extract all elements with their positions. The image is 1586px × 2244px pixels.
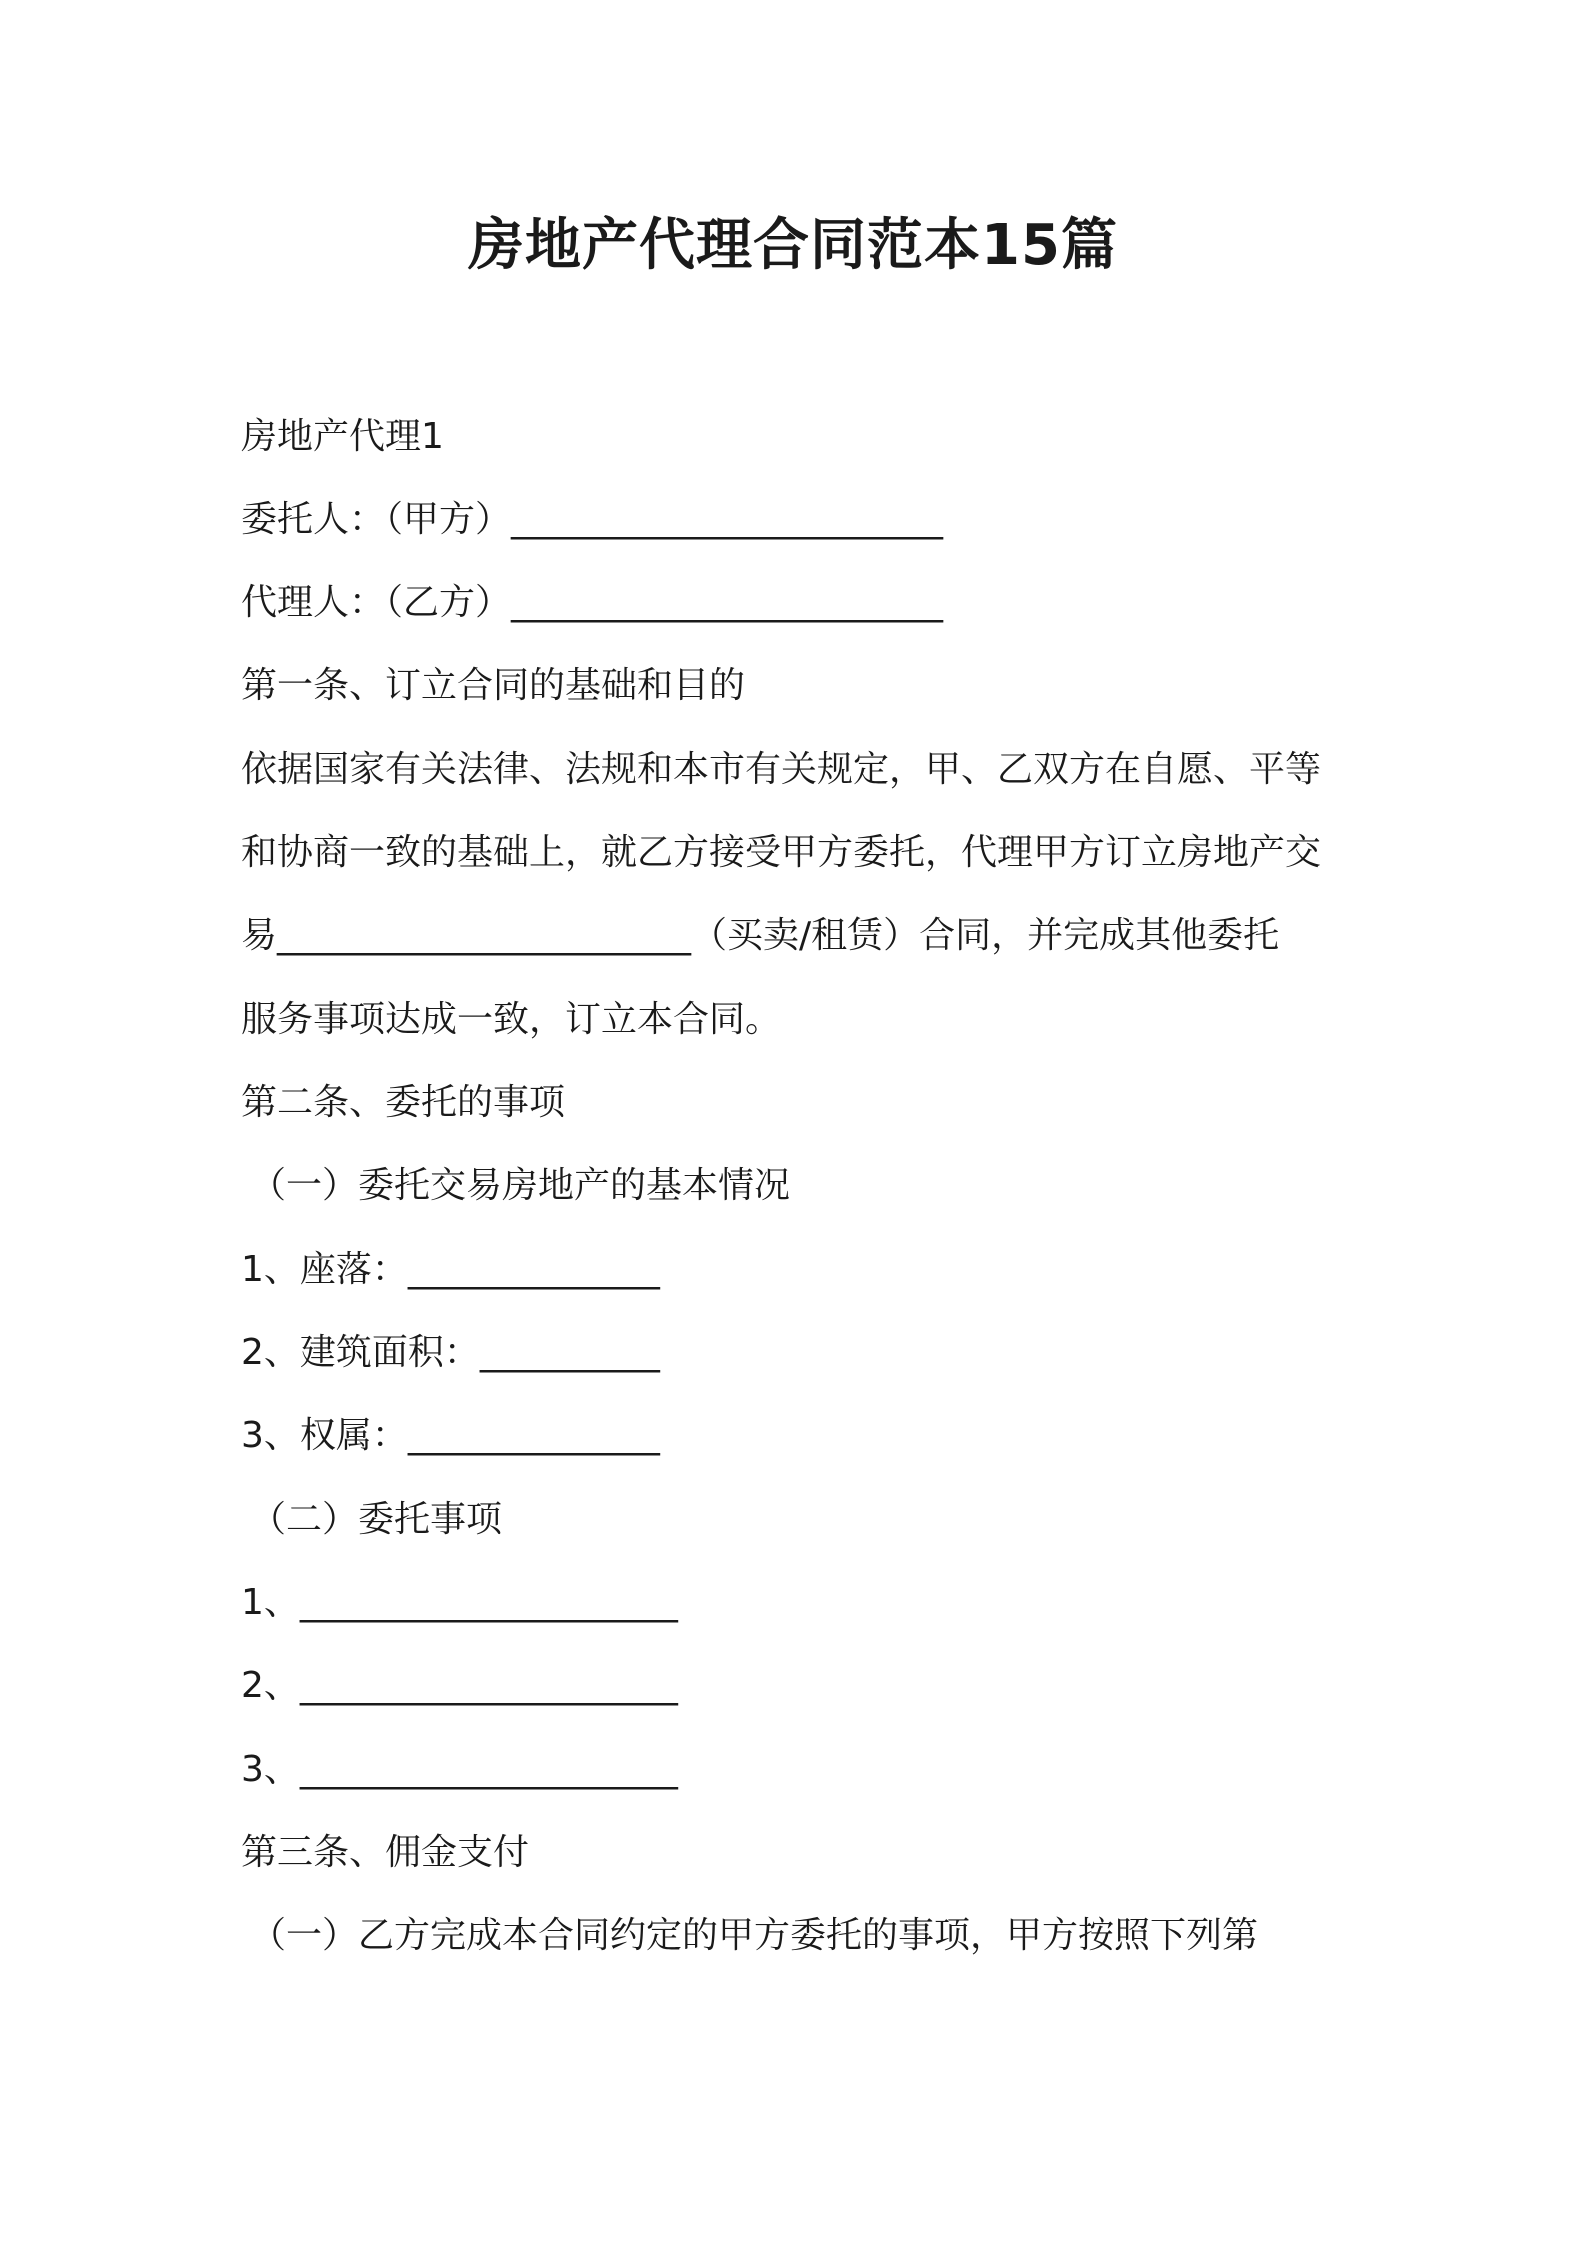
entrusted-item-field: 3、_____________________ [241, 1749, 678, 1790]
contract-heading: 房地产代理1 [241, 416, 444, 457]
paragraph-line: 易_______________________（买卖/租赁）合同，并完成其他委托 [241, 915, 1280, 956]
paragraph-line: （一）乙方完成本合同约定的甲方委托的事项，甲方按照下列第 [250, 1915, 1259, 1956]
subsection-heading: （二）委托事项 [250, 1499, 503, 1540]
paragraph-line: 服务事项达成一致，订立本合同。 [241, 999, 782, 1040]
principal-field: 委托人：（甲方）________________________ [241, 499, 944, 540]
article-3-heading: 第三条、佣金支付 [241, 1832, 530, 1873]
entrusted-item-field: 1、_____________________ [241, 1582, 678, 1623]
paragraph-line: 和协商一致的基础上，就乙方接受甲方委托，代理甲方订立房地产交 [241, 832, 1322, 873]
entrusted-item-field: 2、_____________________ [241, 1665, 678, 1706]
paragraph-line: 依据国家有关法律、法规和本市有关规定，甲、乙双方在自愿、平等 [241, 749, 1322, 790]
article-2-heading: 第二条、委托的事项 [241, 1082, 566, 1123]
article-1-heading: 第一条、订立合同的基础和目的 [241, 665, 746, 706]
ownership-field: 3、权属：______________ [241, 1415, 660, 1456]
location-field: 1、座落：______________ [241, 1249, 660, 1290]
floor-area-field: 2、建筑面积：__________ [241, 1332, 660, 1373]
document-title: 房地产代理合同范本15篇 [468, 213, 1118, 278]
subsection-heading: （一）委托交易房地产的基本情况 [250, 1165, 791, 1206]
agent-field: 代理人：（乙方）________________________ [241, 582, 944, 623]
